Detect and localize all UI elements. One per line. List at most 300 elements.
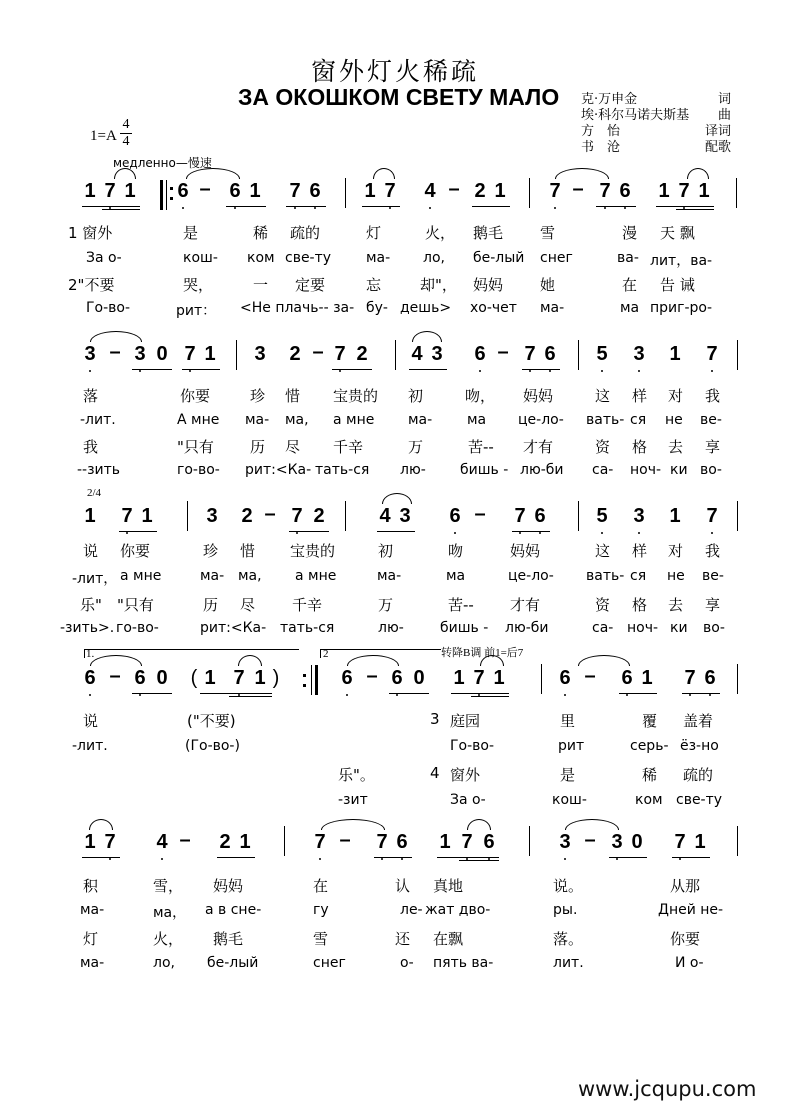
lyric: 雪 bbox=[540, 224, 556, 242]
lyric: жат дво- bbox=[425, 902, 491, 918]
lyric: хо-чет bbox=[470, 300, 517, 316]
lyric: са- bbox=[592, 620, 614, 636]
note: 7 bbox=[184, 343, 196, 365]
lyric: ма- bbox=[377, 568, 402, 584]
note: 6 bbox=[544, 343, 556, 365]
note: 1 bbox=[494, 180, 506, 202]
lyric: 漫 bbox=[622, 224, 638, 242]
lyric: 疏的 bbox=[683, 766, 714, 784]
note: 3 bbox=[206, 505, 218, 527]
title-chinese: 窗外灯火稀疏 bbox=[310, 57, 479, 86]
lyric: 鹅毛 bbox=[213, 930, 244, 948]
lyric: -лит， bbox=[72, 571, 118, 587]
time-signature: 4 4 bbox=[120, 118, 132, 149]
lyric: <Не плачь-- за- bbox=[240, 300, 355, 316]
lyric: о- bbox=[400, 955, 414, 971]
lyric: лю-би bbox=[505, 620, 549, 636]
lyric: гу bbox=[313, 902, 329, 918]
volta-1-label: 1. bbox=[86, 648, 95, 660]
note: 7 bbox=[104, 831, 116, 853]
lyric: 乐" bbox=[80, 596, 102, 614]
lyric: 妈妈 bbox=[213, 877, 244, 895]
note: 7 bbox=[384, 180, 396, 202]
dash: – bbox=[572, 178, 584, 200]
note: 1 bbox=[254, 667, 266, 689]
lyric: 历 bbox=[250, 438, 266, 456]
lyric: За о- bbox=[450, 792, 486, 808]
note: 3 bbox=[431, 343, 443, 365]
lyric: ма, bbox=[285, 412, 309, 428]
dash: – bbox=[179, 829, 191, 851]
lyric: рит:<Ка- bbox=[200, 620, 267, 636]
lyric: 是 bbox=[183, 224, 199, 242]
lyric: кош- bbox=[552, 792, 587, 808]
lyric: 对 bbox=[668, 542, 684, 560]
note: 3 bbox=[611, 831, 623, 853]
lyric: 这 bbox=[595, 542, 611, 560]
lyric: 珍 bbox=[203, 542, 219, 560]
note: 1 bbox=[641, 667, 653, 689]
lyric: ма- bbox=[408, 412, 433, 428]
lyric: "只有 bbox=[177, 438, 214, 456]
lyric: а мне bbox=[295, 568, 337, 584]
lyric: Го-во- bbox=[450, 738, 495, 754]
close-paren: ) bbox=[272, 667, 280, 689]
lyric: бу- bbox=[366, 300, 388, 316]
lyric: 从那 bbox=[670, 877, 701, 895]
note: 6 bbox=[309, 180, 321, 202]
note: 4 bbox=[156, 831, 168, 853]
note: 7 bbox=[706, 343, 718, 365]
lyric: 里 bbox=[560, 712, 576, 730]
lyric: 乐"。 bbox=[338, 766, 375, 784]
note: 7 bbox=[684, 667, 696, 689]
lyric: ма， bbox=[153, 905, 187, 921]
note: 4 bbox=[424, 180, 436, 202]
lyric: --зить bbox=[77, 462, 121, 478]
note: 1 bbox=[84, 505, 96, 527]
lyric: рит： bbox=[176, 303, 217, 319]
note: 1 bbox=[658, 180, 670, 202]
lyric: 惜 bbox=[285, 387, 301, 405]
watermark: www.jcqupu.com bbox=[578, 1077, 757, 1101]
credit-arranger: 书 沧 配歌 bbox=[581, 140, 731, 155]
lyric: а мне bbox=[333, 412, 375, 428]
lyric: 初 bbox=[408, 387, 424, 405]
lyric: го-во- bbox=[177, 462, 220, 478]
lyric: бишь - bbox=[440, 620, 489, 636]
lyric: дешь> bbox=[400, 300, 452, 316]
lyric: 享 bbox=[705, 438, 721, 456]
lyric: не bbox=[667, 568, 685, 584]
lyric: ма- bbox=[200, 568, 225, 584]
note: 6 bbox=[134, 667, 146, 689]
lyric: 吻， bbox=[465, 387, 496, 405]
note: 6 bbox=[396, 831, 408, 853]
lyric: 真地 bbox=[433, 877, 464, 895]
note: 1 bbox=[84, 180, 96, 202]
note: 1 bbox=[124, 180, 136, 202]
note: 0 bbox=[156, 343, 168, 365]
lyric: снег bbox=[313, 955, 346, 971]
lyric: 落 bbox=[83, 387, 99, 405]
lyric: ма, bbox=[238, 568, 262, 584]
lyric: 庭园 bbox=[450, 712, 481, 730]
note: 7 bbox=[104, 180, 116, 202]
lyric: 千辛 bbox=[292, 596, 323, 614]
lyric: 雪， bbox=[153, 877, 184, 895]
note: 1 bbox=[493, 667, 505, 689]
lyric: 疏的 bbox=[290, 224, 321, 242]
lyric: (Го-во-) bbox=[185, 738, 240, 754]
note: 6 bbox=[559, 667, 571, 689]
lyric: ва- bbox=[617, 250, 639, 266]
note: 2 bbox=[474, 180, 486, 202]
lyric: 天 飘 bbox=[660, 224, 695, 242]
note: 4 bbox=[379, 505, 391, 527]
lyric: 灯 bbox=[366, 224, 382, 242]
dash: – bbox=[584, 665, 596, 687]
note: 1 bbox=[669, 505, 681, 527]
lyric: ма- bbox=[245, 412, 270, 428]
lyric: а мне bbox=[120, 568, 162, 584]
lyric: све-ту bbox=[676, 792, 723, 808]
lyric: пять ва- bbox=[433, 955, 494, 971]
credit-lyricist: 克·万申金 词 bbox=[581, 92, 731, 107]
lyric: 在飘 bbox=[433, 930, 464, 948]
lyric: вать- bbox=[586, 568, 625, 584]
lyric: рит bbox=[558, 738, 585, 754]
lyric: 积 bbox=[83, 877, 99, 895]
lyric: 苦-- bbox=[468, 438, 494, 456]
note: 6 bbox=[229, 180, 241, 202]
lyric: 1 窗外 bbox=[68, 224, 113, 242]
lyric: 4 bbox=[430, 764, 440, 782]
modulation-marking: 转降B调 前1=后7 bbox=[441, 647, 524, 659]
lyric: лю-би bbox=[520, 462, 564, 478]
lyric: 落。 bbox=[553, 930, 584, 948]
lyric: 火， bbox=[153, 930, 184, 948]
lyric: 我 bbox=[705, 542, 721, 560]
lyric: 尽 bbox=[240, 596, 256, 614]
note: 1 bbox=[439, 831, 451, 853]
lyric: 尽 bbox=[285, 438, 301, 456]
lyric: 样 bbox=[632, 387, 648, 405]
lyric: 万 bbox=[378, 596, 394, 614]
note: 6 bbox=[177, 180, 189, 202]
lyric: кош- bbox=[183, 250, 218, 266]
note: 7 bbox=[233, 667, 245, 689]
dash: – bbox=[366, 665, 378, 687]
lyric: ки bbox=[670, 620, 688, 636]
lyric: ноч- bbox=[630, 462, 662, 478]
lyric: 窗外 bbox=[450, 766, 481, 784]
lyric: ве- bbox=[702, 568, 724, 584]
lyric: 珍 bbox=[250, 387, 266, 405]
lyric: лю- bbox=[378, 620, 404, 636]
volta-2-label: 2 bbox=[323, 648, 329, 660]
lyric: 覆 bbox=[642, 712, 658, 730]
lyric: 一 bbox=[253, 276, 269, 294]
lyric: све-ту bbox=[285, 250, 332, 266]
lyric: 初 bbox=[378, 542, 394, 560]
lyric: бе-лый bbox=[207, 955, 259, 971]
note: 7 bbox=[334, 343, 346, 365]
lyric: 宝贵的 bbox=[333, 387, 379, 405]
lyric: -зит bbox=[338, 792, 368, 808]
lyric: 认 bbox=[395, 877, 411, 895]
lyric: 你要 bbox=[180, 387, 211, 405]
note: 7 bbox=[291, 505, 303, 527]
lyric: бе-лый bbox=[473, 250, 525, 266]
dash: – bbox=[584, 829, 596, 851]
note: 3 bbox=[633, 343, 645, 365]
lyric: ся bbox=[630, 412, 647, 428]
note: 6 bbox=[449, 505, 461, 527]
lyric: "只有 bbox=[117, 596, 154, 614]
lyric: ма- bbox=[80, 955, 105, 971]
lyric: 妈妈 bbox=[523, 387, 554, 405]
lyric: ма- bbox=[366, 250, 391, 266]
note: 6 bbox=[483, 831, 495, 853]
dash: – bbox=[264, 503, 276, 525]
dash: – bbox=[339, 829, 351, 851]
lyric: Дней не- bbox=[658, 902, 724, 918]
lyric: ло, bbox=[423, 250, 445, 266]
note: 1 bbox=[239, 831, 251, 853]
lyric: 资 bbox=[595, 596, 611, 614]
lyric: рит:<Ка- bbox=[245, 462, 312, 478]
lyric: 却"， bbox=[420, 276, 457, 294]
credit-composer: 埃·科尔马诺夫斯基 曲 bbox=[581, 108, 731, 123]
note: 7 bbox=[524, 343, 536, 365]
note: 6 bbox=[341, 667, 353, 689]
lyric: 在 bbox=[622, 276, 638, 294]
lyric: 你要 bbox=[120, 542, 151, 560]
lyric: не bbox=[665, 412, 683, 428]
lyric: ве- bbox=[700, 412, 722, 428]
note: 3 bbox=[254, 343, 266, 365]
note: 1 bbox=[204, 667, 216, 689]
lyric: 吻 bbox=[448, 542, 464, 560]
lyric: а в сне- bbox=[205, 902, 262, 918]
note: 7 bbox=[121, 505, 133, 527]
repeat-end-barline bbox=[315, 665, 318, 695]
note: 1 bbox=[249, 180, 261, 202]
note: 1 bbox=[694, 831, 706, 853]
lyric: 格 bbox=[632, 438, 648, 456]
note: 7 bbox=[289, 180, 301, 202]
lyric: 样 bbox=[632, 542, 648, 560]
note: 5 bbox=[596, 343, 608, 365]
dash: – bbox=[497, 341, 509, 363]
lyric: 惜 bbox=[240, 542, 256, 560]
lyric: 雪 bbox=[313, 930, 329, 948]
key-signature: 1=A bbox=[90, 128, 117, 144]
note: 7 bbox=[549, 180, 561, 202]
note: 1 bbox=[204, 343, 216, 365]
dash: – bbox=[474, 503, 486, 525]
lyric: 我 bbox=[83, 438, 99, 456]
lyric: 去 bbox=[668, 438, 684, 456]
note: 7 bbox=[314, 831, 326, 853]
lyric: 稀 bbox=[253, 224, 269, 242]
note: 3 bbox=[559, 831, 571, 853]
lyric: -лит. bbox=[72, 738, 108, 754]
note: 3 bbox=[399, 505, 411, 527]
lyric: 资 bbox=[595, 438, 611, 456]
lyric: снег bbox=[540, 250, 573, 266]
lyric: ком bbox=[247, 250, 275, 266]
note: 7 bbox=[461, 831, 473, 853]
note: 3 bbox=[134, 343, 146, 365]
note: 2 bbox=[313, 505, 325, 527]
note: 7 bbox=[706, 505, 718, 527]
lyric: 3 bbox=[430, 710, 440, 728]
lyric: 享 bbox=[705, 596, 721, 614]
note: 7 bbox=[674, 831, 686, 853]
lyric: ком bbox=[635, 792, 663, 808]
lyric: лит. bbox=[553, 955, 584, 971]
dash: – bbox=[109, 341, 121, 363]
note: 6 bbox=[391, 667, 403, 689]
note: 7 bbox=[514, 505, 526, 527]
lyric: 她 bbox=[540, 276, 556, 294]
lyric: 说。 bbox=[553, 877, 584, 895]
lyric: А мне bbox=[177, 412, 220, 428]
lyric: 才有 bbox=[510, 596, 541, 614]
lyric: -лит. bbox=[80, 412, 116, 428]
lyric: 灯 bbox=[83, 930, 99, 948]
lyric: 妈妈 bbox=[510, 542, 541, 560]
dash: – bbox=[199, 178, 211, 200]
credit-translator: 方 怡 译词 bbox=[581, 124, 731, 139]
lyric: 格 bbox=[632, 596, 648, 614]
note: 3 bbox=[84, 343, 96, 365]
note: 5 bbox=[596, 505, 608, 527]
lyric: 忘 bbox=[366, 276, 382, 294]
lyric: 万 bbox=[408, 438, 424, 456]
note: 1 bbox=[453, 667, 465, 689]
lyric: тать-ся bbox=[315, 462, 370, 478]
credits bbox=[581, 92, 731, 156]
lyric: ма bbox=[620, 300, 640, 316]
note: 6 bbox=[534, 505, 546, 527]
lyric: 妈妈 bbox=[473, 276, 504, 294]
lyric: 盖着 bbox=[683, 712, 714, 730]
lyric: 历 bbox=[203, 596, 219, 614]
lyric: ры. bbox=[553, 902, 578, 918]
note: 0 bbox=[413, 667, 425, 689]
lyric: 去 bbox=[668, 596, 684, 614]
lyric: ся bbox=[630, 568, 647, 584]
lyric: тать-ся bbox=[280, 620, 335, 636]
lyric: ма bbox=[446, 568, 466, 584]
note: 3 bbox=[633, 505, 645, 527]
lyric: 稀 bbox=[642, 766, 658, 784]
note: 2 bbox=[289, 343, 301, 365]
note: 2 bbox=[356, 343, 368, 365]
note: 7 bbox=[599, 180, 611, 202]
lyric: 火， bbox=[425, 224, 456, 242]
note: 6 bbox=[704, 667, 716, 689]
repeat-start-barline bbox=[160, 180, 163, 210]
lyric: во- bbox=[703, 620, 725, 636]
lyric: бишь - bbox=[460, 462, 509, 478]
lyric: 才有 bbox=[523, 438, 554, 456]
lyric: 苦-- bbox=[448, 596, 474, 614]
note: 1 bbox=[84, 831, 96, 853]
lyric: це-ло- bbox=[518, 412, 564, 428]
note: 0 bbox=[156, 667, 168, 689]
lyric: лю- bbox=[400, 462, 426, 478]
lyric: 定要 bbox=[295, 276, 326, 294]
lyric: 说 bbox=[83, 712, 99, 730]
note: 2 bbox=[241, 505, 253, 527]
lyric: ки bbox=[670, 462, 688, 478]
lyric: 对 bbox=[668, 387, 684, 405]
lyric: 鹅毛 bbox=[473, 224, 504, 242]
lyric: 宝贵的 bbox=[290, 542, 336, 560]
lyric: 还 bbox=[395, 930, 411, 948]
note: 7 bbox=[678, 180, 690, 202]
dash: – bbox=[312, 341, 324, 363]
note: 1 bbox=[141, 505, 153, 527]
lyric: ма- bbox=[80, 902, 105, 918]
lyric: ноч- bbox=[627, 620, 659, 636]
lyric: серь- bbox=[630, 738, 669, 754]
lyric: -зить>. bbox=[60, 620, 115, 636]
lyric: ма- bbox=[540, 300, 565, 316]
lyric: са- bbox=[592, 462, 614, 478]
lyric: 你要 bbox=[670, 930, 701, 948]
note: 1 bbox=[669, 343, 681, 365]
lyric: ло, bbox=[153, 955, 175, 971]
note: 6 bbox=[619, 180, 631, 202]
note: 6 bbox=[474, 343, 486, 365]
note: 4 bbox=[411, 343, 423, 365]
dash: – bbox=[448, 178, 460, 200]
lyric: приг-ро- bbox=[650, 300, 713, 316]
lyric: це-ло- bbox=[508, 568, 554, 584]
lyric: го-во- bbox=[116, 620, 159, 636]
lyric: вать- bbox=[586, 412, 625, 428]
lyric: 在 bbox=[313, 877, 329, 895]
note: 2 bbox=[219, 831, 231, 853]
tempo-marking: медленно—慢速 bbox=[113, 156, 212, 170]
dash: – bbox=[109, 665, 121, 687]
lyric: 2"不要 bbox=[68, 276, 115, 294]
lyric: ма bbox=[467, 412, 487, 428]
note: 6 bbox=[621, 667, 633, 689]
title-russian: ЗА ОКОШКОМ СВЕТУ МАЛО bbox=[238, 84, 560, 110]
lyric: лит，ва- bbox=[650, 253, 713, 269]
note: 1 bbox=[698, 180, 710, 202]
open-paren: ( bbox=[190, 667, 198, 689]
lyric: Го-во- bbox=[86, 300, 131, 316]
lyric: ёз-но bbox=[680, 738, 719, 754]
lyric: И о- bbox=[675, 955, 704, 971]
time-change-marking: 2/4 bbox=[87, 487, 102, 499]
lyric: во- bbox=[700, 462, 722, 478]
lyric: За о- bbox=[86, 250, 122, 266]
note: 7 bbox=[376, 831, 388, 853]
lyric: 千辛 bbox=[333, 438, 364, 456]
lyric: ле- bbox=[400, 902, 423, 918]
lyric: 说 bbox=[83, 542, 99, 560]
lyric: 告 诫 bbox=[660, 276, 695, 294]
note: 1 bbox=[364, 180, 376, 202]
